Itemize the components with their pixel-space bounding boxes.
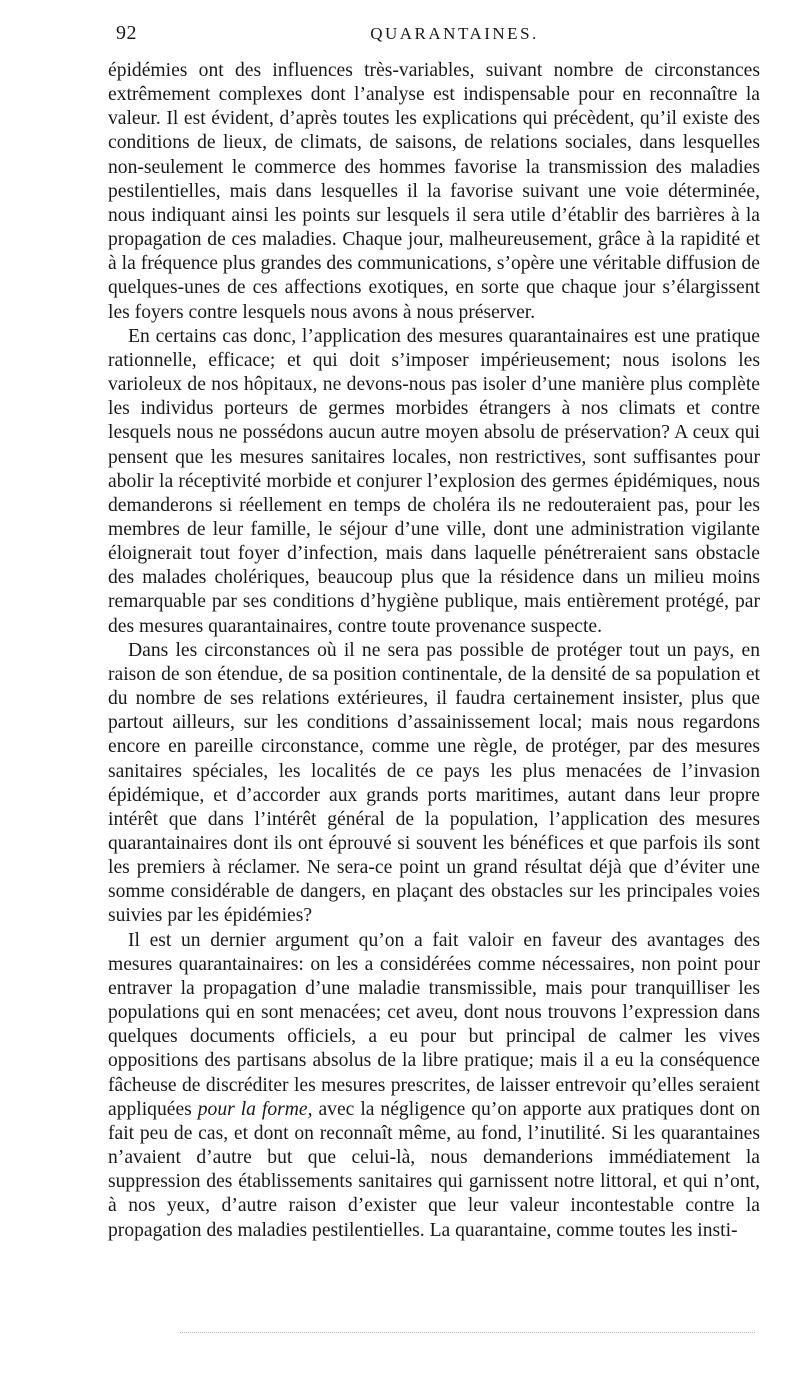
paragraph-4-text-after: avec la négligence qu’on apporte aux pratiques dont on fait peu de cas, et dont on reconnaît même, au fond, l’inutilité. Si les quarantaines n’avaient d’autre but que celui-là, nous demanderions immédiatement la suppression des établissements sanitaires qui garnissent notre littoral, et qui n’ont, à nos yeux, d’autre raison d’exister que leur valeur incontestable contre la propagation des maladies pestilentielles. La quarantaine, comme toutes les insti- (108, 1098, 760, 1241)
page-header (112, 22, 757, 52)
paragraph-4 (108, 929, 760, 1243)
page-number: 92 (116, 22, 137, 44)
body-text (108, 59, 760, 1243)
paragraph-2: En certains cas donc, l’application des mesures quarantainaires est une pratique rationnelle, efficace; et qui doit s’imposer impérieusement; nous isolons les varioleux de nos hôpitaux, ne devons-nous pas isoler d’une manière plus complète les individus porteurs de germes morbides étrangers à nos climats et contre lesquels nous ne possédons aucun autre moyen absolu de préservation? A ceux qui pensent que les mesures sanitaires locales, non restrictives, sont suffisantes pour abolir la réceptivité morbide et conjurer l’explosion des germes épidémiques, nous demanderons si réellement en temps de choléra ils ne redouteraient pas, pour les membres de leur famille, le séjour d’une ville, dont une administration vigilante éloignerait tout foyer d’infection, mais dans laquelle pénétreraient sans obstacle des malades cholériques, beaucoup plus que la résidence dans un milieu moins remarquable par ses conditions d’hygiène publique, mais entièrement protégé, par des mesures quarantainaires, contre toute provenance suspecte. (108, 325, 760, 637)
paragraph-1: épidémies ont des influences très-variables, suivant nombre de circonstances extrêmement complexes dont l’analyse est indispensable pour en reconnaître la valeur. Il est évident, d’après toutes les explications qui précèdent, qu’il existe des conditions de lieux, de climats, de saisons, de relations sociales, dans lesquelles non-seulement le commerce des hommes favorise la transmission des maladies pestilentielles, mais dans lesquelles il la favorise suivant une voie déterminée, nous indiquant ainsi les points sur lesquels il sera utile d’établir des barrières à la propagation de ces maladies. Chaque jour, malheureusement, grâce à la rapidité et à la fréquence plus grandes des communications, s’opère une véritable diffusion de quelques-unes de ces affections exotiques, en sorte que chaque jour s’élargissent les foyers contre lesquels nous avons à nous préserver. (108, 60, 760, 323)
paragraph-3: Dans les circonstances où il ne sera pas possible de protéger tout un pays, en raison de son étendue, de sa position continentale, de la densité de sa population et du nombre de ses relations extérieures, il faudra certainement insister, plus que partout ailleurs, sur les conditions d’assainissement local; mais nous regardons encore en pareille circonstance, comme une règle, de protéger, par des mesures sanitaires spéciales, les localités de ce pays les plus menacées de l’invasion épidémique, et d’accorder aux grands ports maritimes, autant dans leur propre intérêt que dans l’intérêt général de la population, l’application des mesures quarantainaires dont ils ont éprouvé si souvent les bénéfices et que parfois ils sont les premiers à réclamer. Ne sera-ce point un grand résultat déjà que d’éviter une somme considérable de dangers, en plaçant des obstacles sur les principales voies suivies par les épidémies? (108, 639, 760, 927)
bottom-edge-rule (180, 1332, 755, 1334)
paragraph-4-text-before: Il est un dernier argument qu’on a fait valoir en faveur des avantages des mesures quarantainaires: on les a considérées comme nécessaires, non point pour entraver la propagation d’une maladie transmissible, mais pour tranquilliser les populations qui en sont menacées; cet aveu, dont nous trouvons l’expression dans quelques documents officiels, a eu pour but principal de calmer les vives oppositions des partisans absolus de la libre pratique; mais il a eu la conséquence fâcheuse de discréditer les mesures prescrites, de laisser entrevoir qu’elles seraient appliquées (108, 929, 760, 1120)
paragraph-4-italic-phrase: pour la forme, (197, 1098, 313, 1120)
running-title: QUARANTAINES. (370, 24, 539, 43)
